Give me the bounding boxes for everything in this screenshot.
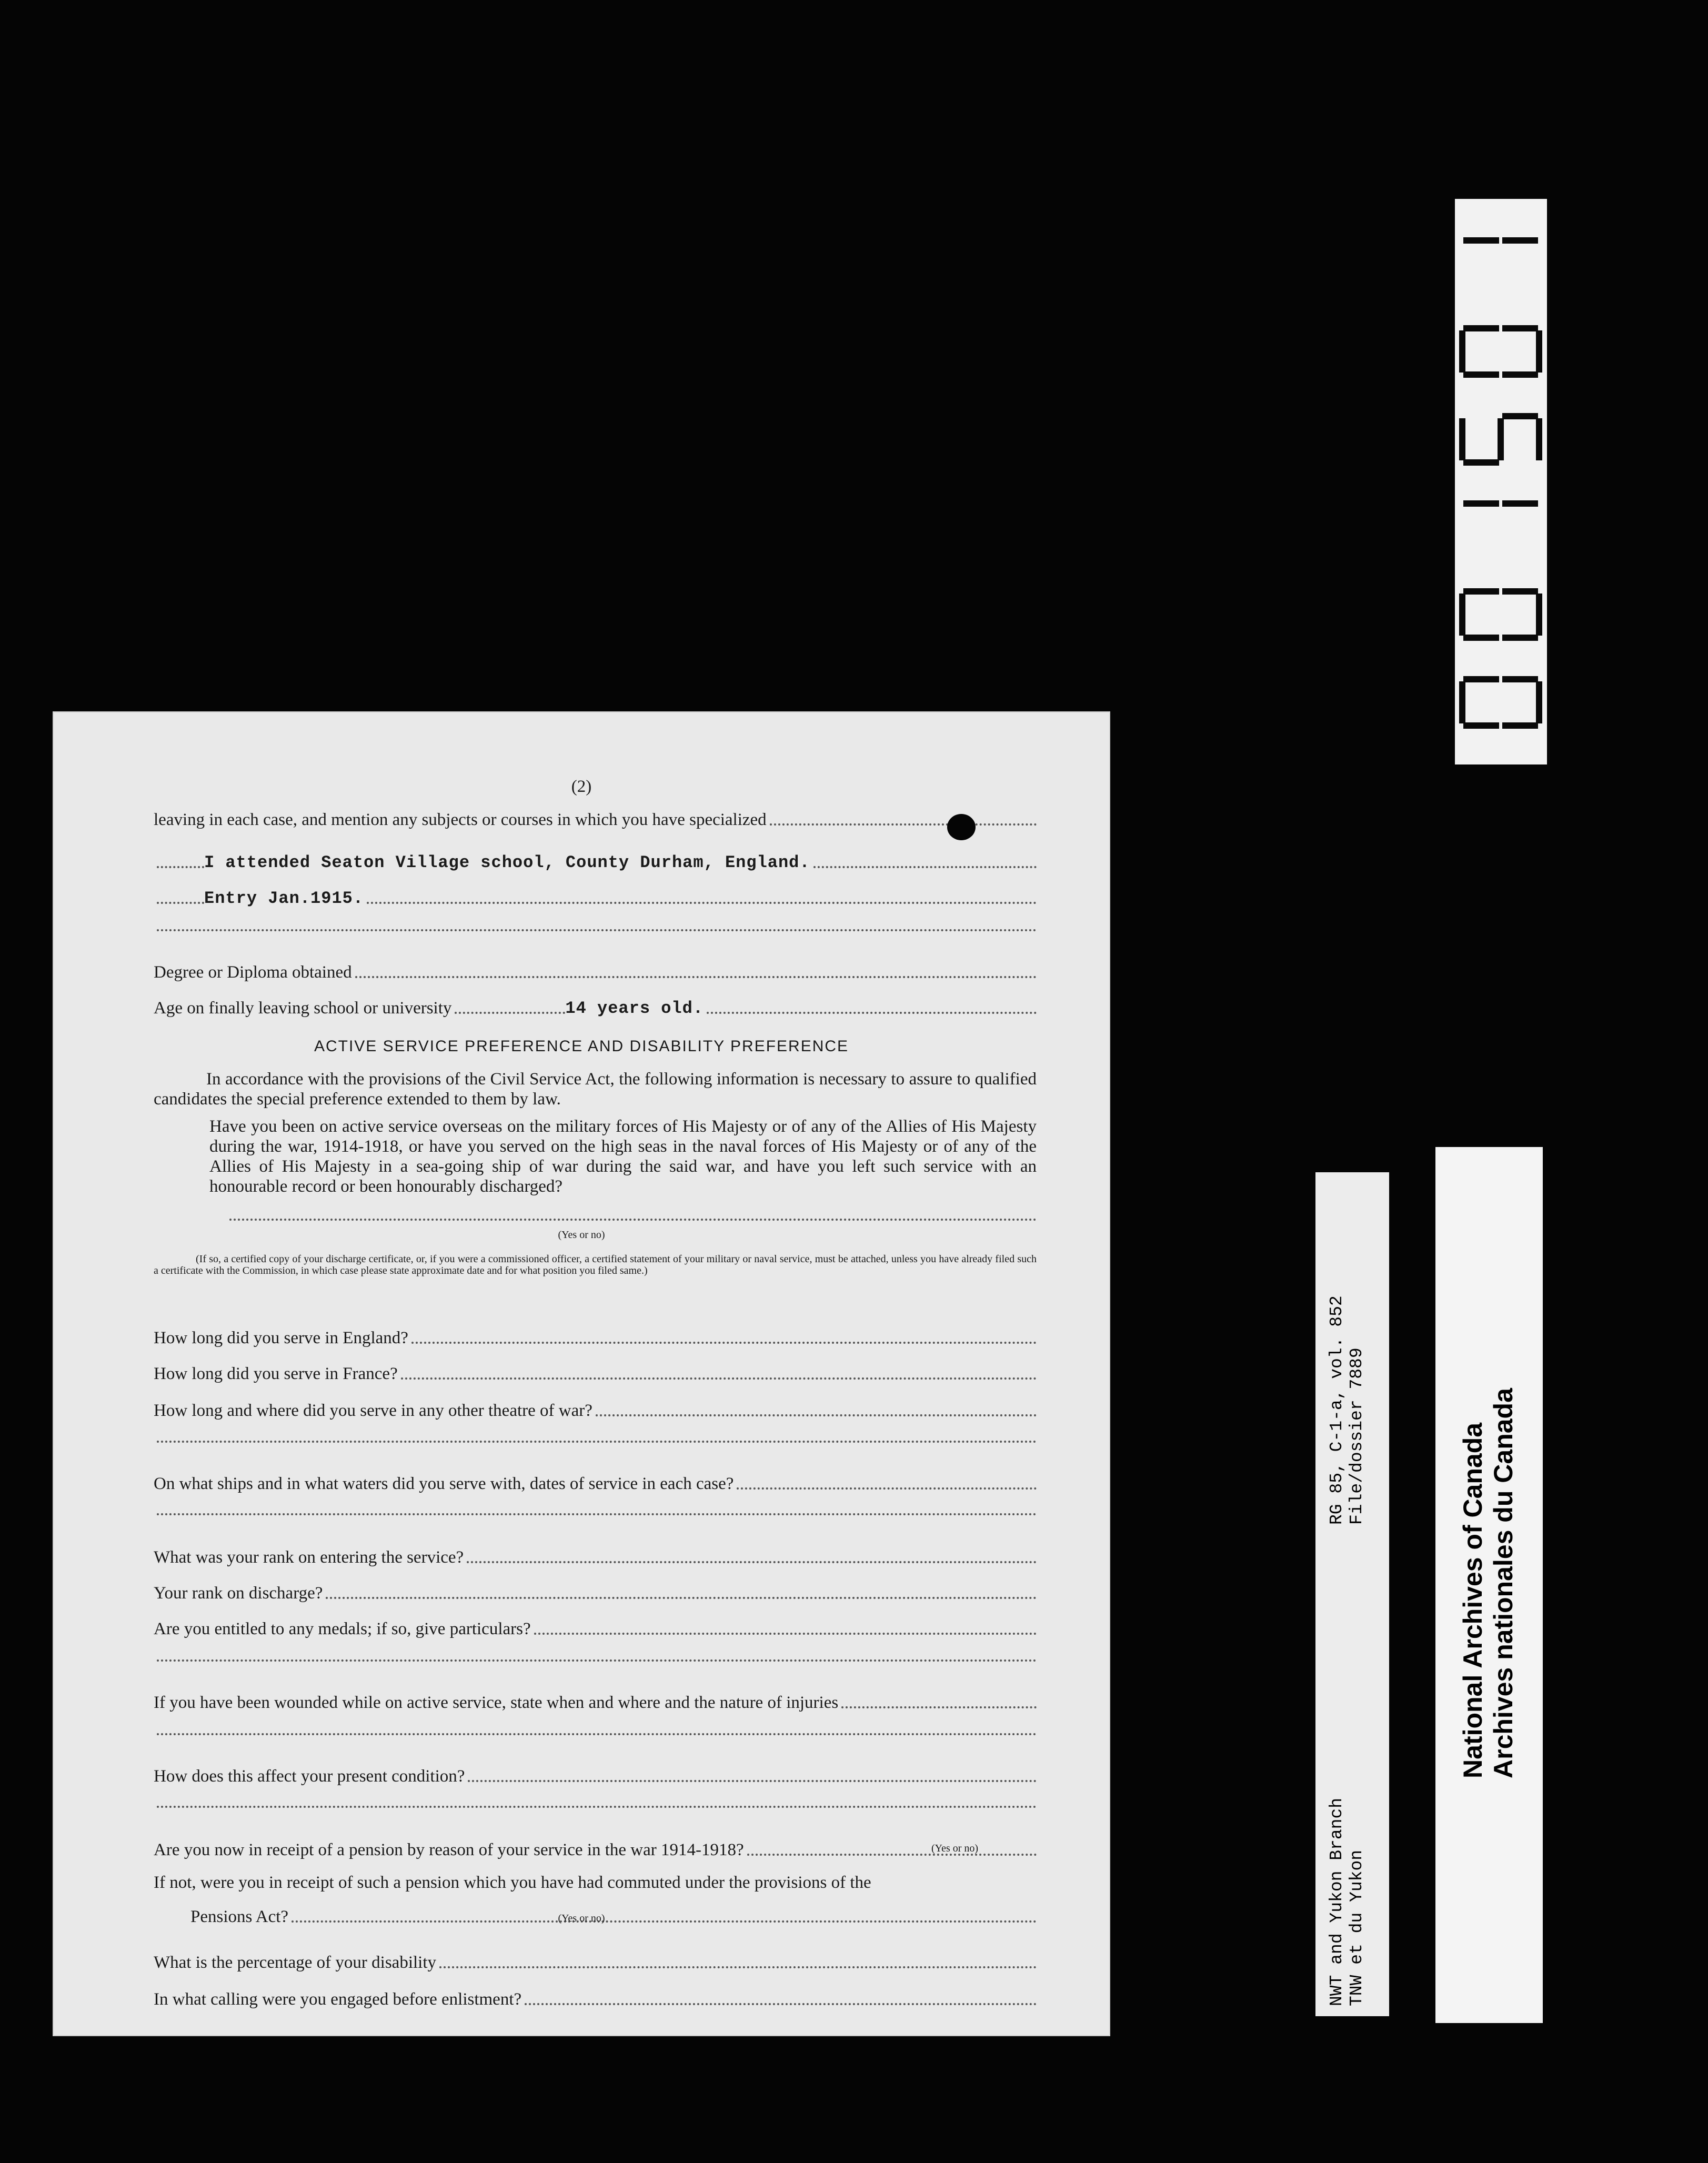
archives-name-english: National Archives of Canada <box>1458 1422 1488 1778</box>
dotted-rule <box>467 1559 1037 1563</box>
digit-segment <box>1463 459 1499 466</box>
calling-line <box>154 1991 1037 2008</box>
frame-digit <box>1459 500 1542 553</box>
digit-segment <box>1502 588 1538 595</box>
wounded-question: If you have been wounded while on active service, state when and where and the nature of injuries <box>154 1693 839 1712</box>
digit-segment <box>1463 325 1499 331</box>
blank-line <box>154 1731 1037 1738</box>
commuted-line-1 <box>154 1874 1037 1892</box>
digit-segment <box>1502 413 1538 419</box>
archives-name-french: Archives nationales du Canada <box>1489 1388 1518 1778</box>
rank-entering-line <box>154 1549 1037 1566</box>
school-intro-text: leaving in each case, and mention any subjects or courses in which you have specialized <box>154 810 767 829</box>
digit-segment <box>1463 676 1499 682</box>
branch-english: NWT and Yukon Branch <box>1327 1797 1347 2006</box>
digit-segment <box>1463 237 1499 244</box>
dotted-rule <box>737 1485 1037 1490</box>
dotted-rule <box>157 1438 1037 1443</box>
dotted-rule <box>813 864 1037 868</box>
rank-discharge-question: Your rank on discharge? <box>154 1584 323 1603</box>
rank-entering-question: What was your rank on entering the service? <box>154 1548 464 1567</box>
digit-segment <box>1498 418 1504 460</box>
dotted-rule <box>525 2001 1037 2005</box>
digit-segment <box>1502 676 1538 682</box>
dotted-rule <box>157 927 1037 931</box>
commuted-question-1: If not, were you in receipt of such a pension which you have had commuted under the provisions of the <box>154 1873 871 1892</box>
dotted-rule <box>841 1704 1037 1708</box>
age-label: Age on finally leaving school or university <box>154 999 452 1018</box>
blank-line <box>154 927 1037 934</box>
blank-line <box>154 1438 1037 1446</box>
school-answer-line-1 <box>154 854 1037 871</box>
digit-segment <box>1502 371 1538 378</box>
ink-blot <box>947 814 976 840</box>
archive-reference-label <box>1315 1172 1389 2016</box>
medals-question: Are you entitled to any medals; if so, give particulars? <box>154 1619 531 1638</box>
certificate-note: (If so, a certified copy of your discharge certificate, or, if you were a commissioned officer, a certified statement of your military or naval service, must be attached, unless you have already filed such a certificate with the Commission, in which case please state approximate date and for what position you filed same.) <box>154 1253 1037 1276</box>
pension-line <box>154 1842 1037 1859</box>
ships-question: On what ships and in what waters did you serve with, dates of service in each case? <box>154 1474 734 1493</box>
england-line <box>154 1330 1037 1347</box>
digit-segment <box>1463 588 1499 595</box>
medals-line <box>154 1621 1037 1638</box>
condition-line <box>154 1768 1037 1785</box>
form-page <box>53 711 1110 2036</box>
dotted-rule <box>157 900 204 904</box>
degree-label: Degree or Diploma obtained <box>154 963 352 982</box>
digit-segment <box>1463 371 1499 378</box>
wounded-line <box>154 1694 1037 1712</box>
frame-digit <box>1459 413 1542 466</box>
degree-line <box>154 964 1037 981</box>
archives-name <box>1458 1388 1519 1778</box>
dotted-rule <box>468 1778 1037 1782</box>
archives-name-label <box>1435 1147 1543 2023</box>
disability-line <box>154 1954 1037 1971</box>
digit-segment <box>1536 418 1542 460</box>
digit-segment <box>1536 681 1542 723</box>
dotted-rule <box>596 1412 1037 1416</box>
school-answer-2: Entry Jan.1915. <box>204 889 364 908</box>
ships-line <box>154 1475 1037 1493</box>
reference-volume: RG 85, C-1-a, vol. 852 <box>1327 1295 1347 1525</box>
dotted-rule <box>534 1631 1037 1635</box>
blank-line <box>154 1511 1037 1518</box>
yes-or-no-note: (Yes or no) <box>558 1229 605 1241</box>
dotted-rule <box>401 1375 1037 1380</box>
dotted-rule <box>770 821 1037 826</box>
frame-number-card <box>1455 199 1547 764</box>
digit-segment <box>1459 330 1465 373</box>
digit-segment <box>1463 500 1499 507</box>
blank-line <box>154 1804 1037 1811</box>
dotted-rule <box>455 1010 565 1014</box>
digit-segment <box>1502 635 1538 641</box>
rank-discharge-line <box>154 1585 1037 1602</box>
dotted-rule <box>157 1804 1037 1808</box>
digit-segment <box>1502 325 1538 331</box>
pension-question: Are you now in receipt of a pension by reason of your service in the war 1914-1918? <box>154 1840 744 1859</box>
intro-paragraph: In accordance with the provisions of the Civil Service Act, the following information is necessary to assure to qualified candidates the special preference extended to them by law. <box>154 1070 1037 1109</box>
dotted-rule <box>157 1511 1037 1515</box>
dotted-rule <box>747 1852 1037 1856</box>
frame-digit <box>1459 676 1542 729</box>
digit-segment <box>1536 593 1542 636</box>
digit-segment <box>1463 635 1499 641</box>
digit-segment <box>1536 330 1542 373</box>
page-number: (2) <box>571 777 592 796</box>
school-intro-line <box>154 811 1037 829</box>
dotted-rule <box>326 1595 1037 1599</box>
section-heading: ACTIVE SERVICE PREFERENCE AND DISABILITY PREFERENCE <box>314 1038 849 1055</box>
other-theatre-question: How long and where did you serve in any other theatre of war? <box>154 1401 592 1420</box>
france-line <box>154 1365 1037 1383</box>
reference-text <box>1327 1295 1367 1525</box>
digit-segment <box>1502 722 1538 729</box>
dotted-rule <box>707 1010 1037 1014</box>
dotted-rule <box>355 974 1037 978</box>
service-answer-line <box>226 1216 1037 1224</box>
england-question: How long did you serve in England? <box>154 1329 408 1347</box>
condition-question: How does this affect your present condition? <box>154 1767 465 1786</box>
school-answer-1: I attended Seaton Village school, County Durham, England. <box>204 853 810 872</box>
branch-french: TNW et du Yukon <box>1347 1849 1367 2006</box>
digit-segment <box>1463 722 1499 729</box>
disability-question: What is the percentage of your disability <box>154 1953 436 1972</box>
commuted-question-2: Pensions Act? <box>190 1907 289 1926</box>
yes-or-no-note: (Yes or no) <box>931 1843 979 1854</box>
branch-text <box>1327 1798 1367 2006</box>
yes-or-no-note: (Yes or no) <box>558 1913 605 1924</box>
frame-digit <box>1459 237 1542 290</box>
age-answer: 14 years old. <box>565 999 704 1018</box>
france-question: How long did you serve in France? <box>154 1364 398 1383</box>
digit-segment <box>1502 500 1538 507</box>
dotted-rule <box>367 900 1037 904</box>
digit-segment <box>1459 418 1465 460</box>
dotted-rule <box>439 1964 1037 1968</box>
dotted-rule <box>157 1657 1037 1662</box>
digit-segment <box>1459 681 1465 723</box>
age-line <box>154 1000 1037 1017</box>
school-answer-line-2 <box>154 890 1037 907</box>
dotted-rule <box>411 1340 1037 1344</box>
digit-segment <box>1459 593 1465 636</box>
digit-segment <box>1502 237 1538 244</box>
frame-digit <box>1459 325 1542 378</box>
service-question: Have you been on active service overseas on the military forces of His Majesty or of any of the Allies of His Majesty during the war, 1914-1918, or have you served on the high seas in the naval forces of His Majesty or of any of the Allies of His Majesty in a sea-going ship of war during the said war, and have you left such service with an honourable record or been honourably discharged? <box>209 1117 1037 1196</box>
frame-digit <box>1459 588 1542 641</box>
dotted-rule <box>157 864 204 868</box>
blank-line <box>154 1657 1037 1665</box>
calling-question: In what calling were you engaged before enlistment? <box>154 1990 522 2009</box>
other-theatre-line <box>154 1402 1037 1420</box>
dotted-rule <box>157 1731 1037 1735</box>
reference-file: File/dossier 7889 <box>1347 1347 1367 1525</box>
dotted-rule <box>229 1216 1037 1221</box>
